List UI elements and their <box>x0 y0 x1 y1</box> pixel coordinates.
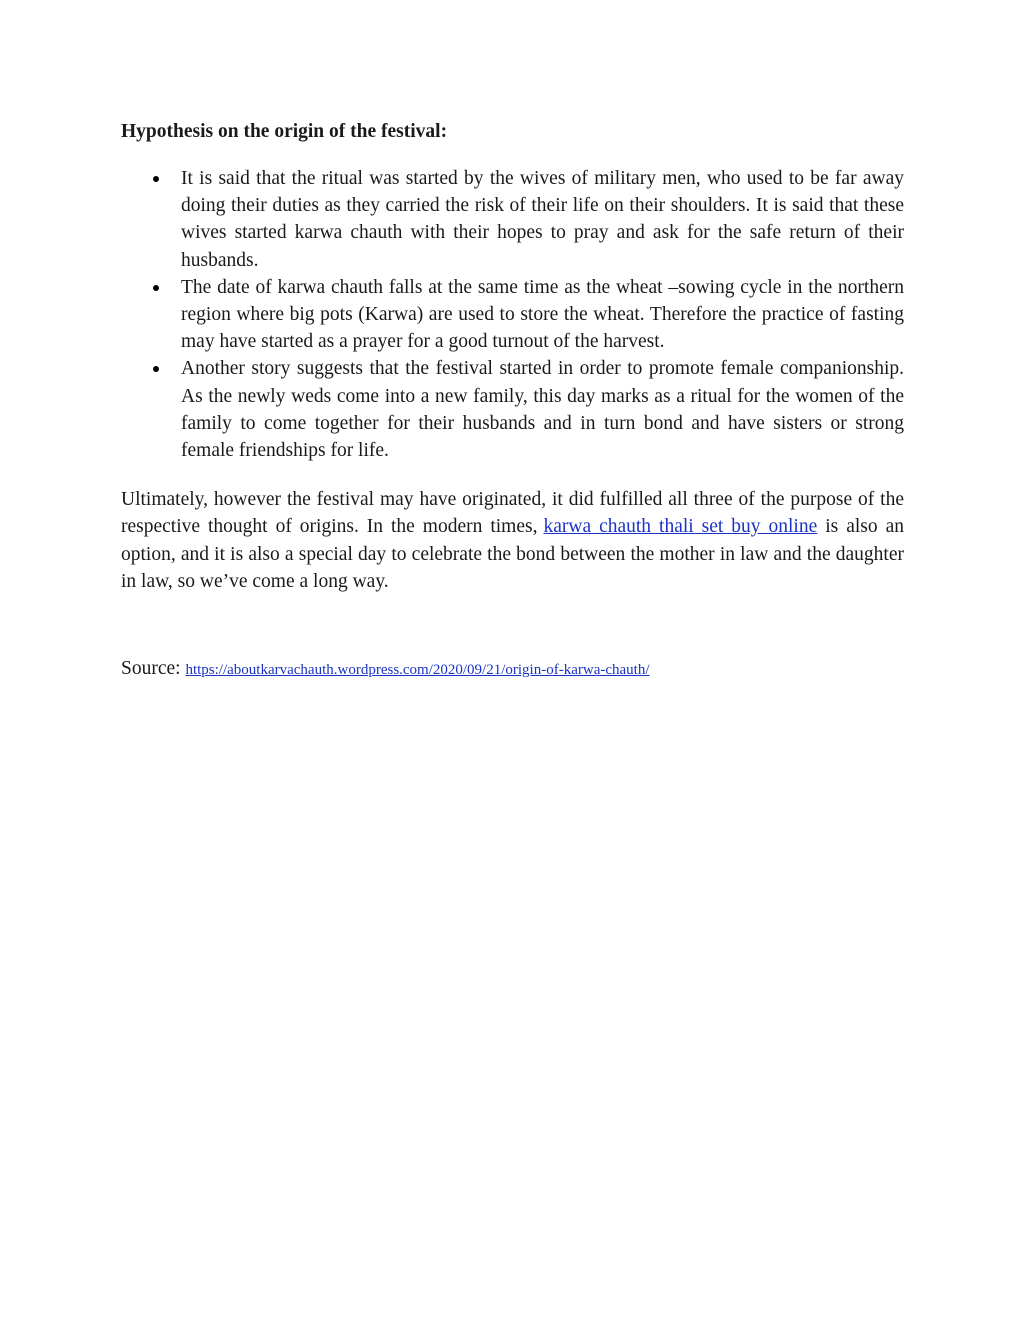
list-item <box>121 165 904 274</box>
list-item-text: It is said that the ritual was started by the wives of military men, who used to be far away doing their duties as they carried the risk of their life on their shoulders. It is said that these wives started karwa chauth with their hopes to pray and ask for the safe return of their husbands. <box>181 168 904 271</box>
bullet-icon <box>153 176 159 182</box>
list-item-text: Another story suggests that the festival started in order to promote female companionship. As the newly weds come into a new family, this day marks as a ritual for the women of the family to come together for their husbands and in turn bond and have sisters or strong female friendships for life. <box>181 358 904 462</box>
bullet-icon <box>153 366 159 372</box>
list-item <box>121 274 904 356</box>
source-link[interactable]: https://aboutkarvachauth.wordpress.com/2020/09/21/origin-of-karwa-chauth/ <box>185 662 650 679</box>
section-heading: Hypothesis on the origin of the festival: <box>121 121 448 142</box>
list-item-text: The date of karwa chauth falls at the same time as the wheat –sowing cycle in the northern region where big pots (Karwa) are used to store the wheat. Therefore the practice of fasting may have started as a prayer for a good turnout of the harvest. <box>181 276 904 353</box>
hypothesis-list <box>121 165 904 464</box>
document-page <box>121 118 904 704</box>
source-line <box>121 655 904 684</box>
conclusion-text-after: is also an option, and it is also a special day to celebrate the bond between the mother in law and the daughter in law, so we’ve come a long way. <box>121 516 904 592</box>
conclusion-text-before: Ultimately, however the festival may have originated, it did fulfilled all three of the purpose of the respective thought of origins. In the modern times, <box>121 489 904 538</box>
thali-set-link[interactable]: karwa chauth thali set buy online <box>543 516 818 538</box>
source-label: Source: <box>121 658 181 680</box>
list-item <box>121 355 904 464</box>
conclusion-paragraph <box>121 486 904 595</box>
bullet-icon <box>153 285 159 291</box>
